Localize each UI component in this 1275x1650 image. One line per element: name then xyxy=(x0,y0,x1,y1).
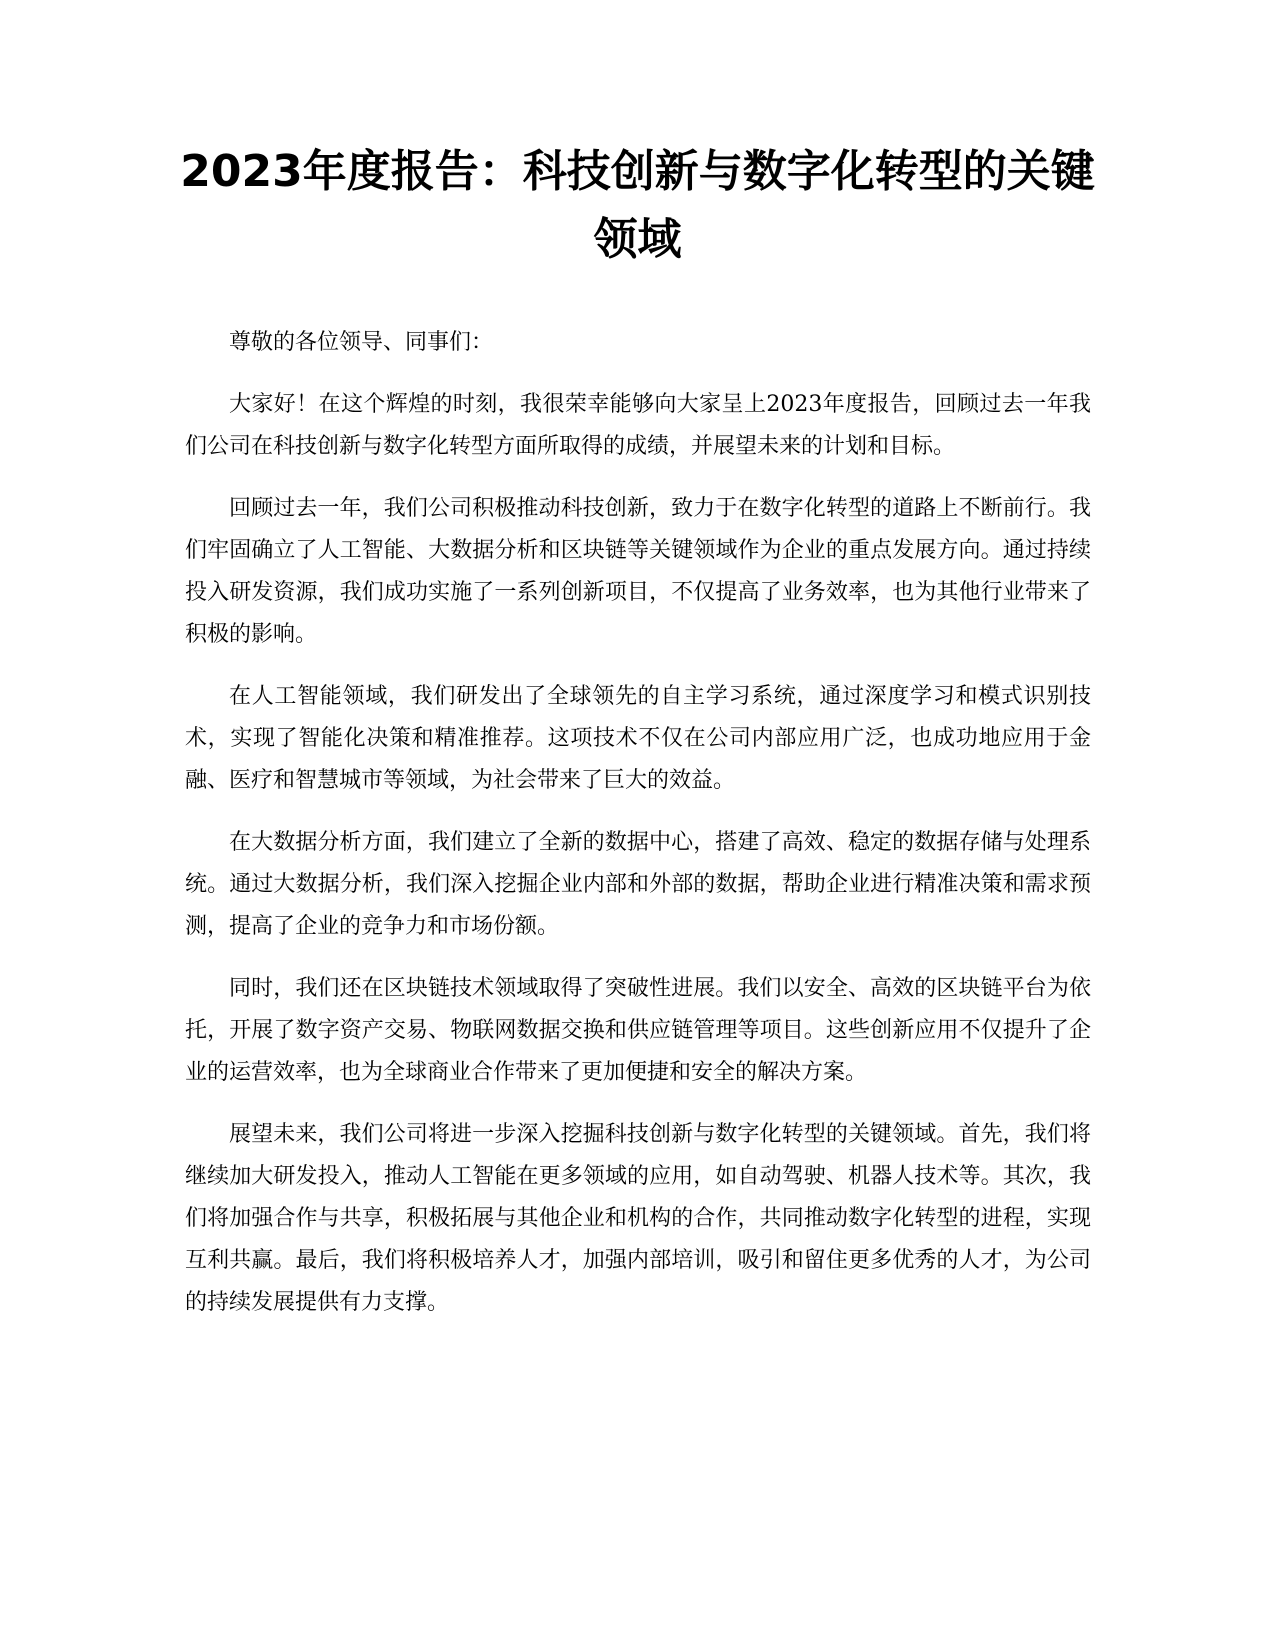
review-paragraph: 回顾过去一年，我们公司积极推动科技创新，致力于在数字化转型的道路上不断前行。我们牢固确立了人工智能、大数据分析和区块链等关键领域作为企业的重点发展方向。通过持续投入研发资源，我们成功实施了一系列创新项目，不仅提高了业务效率，也为其他行业带来了积极的影响。 xyxy=(185,496,1091,647)
intro-paragraph: 大家好！在这个辉煌的时刻，我很荣幸能够向大家呈上2023年度报告，回顾过去一年我们公司在科技创新与数字化转型方面所取得的成绩，并展望未来的计划和目标。 xyxy=(185,392,1091,459)
salutation-paragraph: 尊敬的各位领导、同事们： xyxy=(229,330,494,355)
big-data-paragraph: 在大数据分析方面，我们建立了全新的数据中心，搭建了高效、稳定的数据存储与处理系统。通过大数据分析，我们深入挖掘企业内部和外部的数据，帮助企业进行精准决策和需求预测，提高了企业的竞争力和市场份额。 xyxy=(185,830,1091,939)
ai-paragraph: 在人工智能领域，我们研发出了全球领先的自主学习系统，通过深度学习和模式识别技术，实现了智能化决策和精准推荐。这项技术不仅在公司内部应用广泛，也成功地应用于金融、医疗和智慧城市等领域，为社会带来了巨大的效益。 xyxy=(185,684,1091,793)
blockchain-paragraph: 同时，我们还在区块链技术领域取得了突破性进展。我们以安全、高效的区块链平台为依托，开展了数字资产交易、物联网数据交换和供应链管理等项目。这些创新应用不仅提升了企业的运营效率，也为全球商业合作带来了更加便捷和安全的解决方案。 xyxy=(185,976,1091,1085)
document-title: 2023年度报告：科技创新与数字化转型的关键领域 xyxy=(180,146,1095,265)
outlook-paragraph: 展望未来，我们公司将进一步深入挖掘科技创新与数字化转型的关键领域。首先，我们将继续加大研发投入，推动人工智能在更多领域的应用，如自动驾驶、机器人技术等。其次，我们将加强合作与共享，积极拓展与其他企业和机构的合作，共同推动数字化转型的进程，实现互利共赢。最后，我们将积极培养人才，加强内部培训，吸引和留住更多优秀的人才，为公司的持续发展提供有力支撑。 xyxy=(185,1122,1091,1315)
document-body xyxy=(185,322,1091,1344)
